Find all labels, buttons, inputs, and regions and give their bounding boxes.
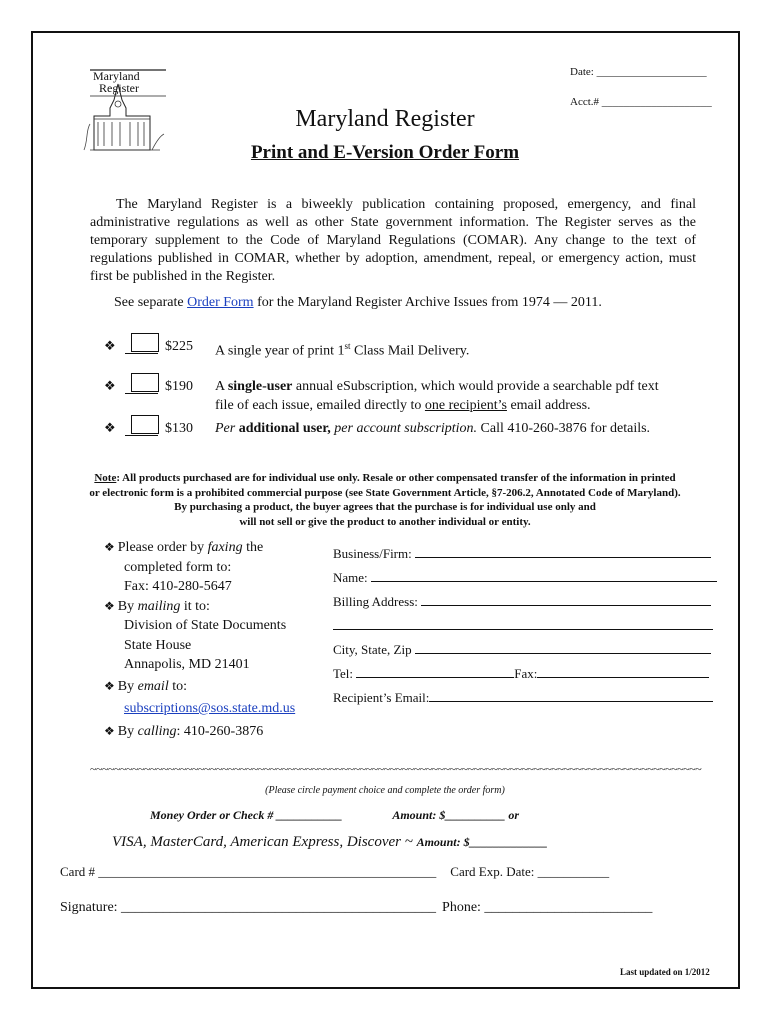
option-additional-user-price: $130 bbox=[165, 421, 193, 436]
ordering-methods bbox=[104, 538, 295, 741]
money-order-field[interactable]: Money Order or Check # ___________ bbox=[150, 808, 343, 822]
call-post: : 410-260-3876 bbox=[176, 723, 264, 739]
email-italic: email bbox=[137, 678, 169, 694]
option-print-desc-a: A single year of print 1 bbox=[215, 343, 345, 359]
billing-address-field[interactable] bbox=[421, 593, 711, 606]
bullet-diamond-icon: ❖ bbox=[104, 598, 118, 613]
option-additional-user-checkbox[interactable] bbox=[131, 415, 159, 434]
call-pre: By bbox=[117, 723, 138, 739]
amount-check-field[interactable]: Amount: $__________ or bbox=[392, 808, 520, 822]
signature-field[interactable]: Signature: _____________________________________________ bbox=[60, 900, 437, 915]
business-label: Business/Firm: bbox=[333, 546, 415, 561]
signature-line bbox=[60, 900, 652, 916]
bullet-diamond-icon: ❖ bbox=[104, 540, 118, 554]
intro-paragraph: The Maryland Register is a biweekly publication containing proposed, emergency, and final administrative regulations as well as other State government information. The Register serves as the temporary supplement to the Code of Maryland Regulations (COMAR). Any change to the text of regulations published in COMAR, whether by adoption, amendment, repeal, or emergency action, must first be published in the Register. bbox=[90, 197, 696, 284]
option-additional-user-desc-b: per account subscription. bbox=[330, 421, 478, 436]
fax-field[interactable] bbox=[537, 665, 709, 678]
option-print-desc-sup: st bbox=[344, 341, 351, 351]
recipient-email-field[interactable] bbox=[429, 689, 713, 702]
note-label: Note bbox=[94, 472, 117, 484]
billing-label: Billing Address: bbox=[333, 594, 422, 609]
option-single-user-checkbox[interactable] bbox=[131, 373, 159, 392]
tel-field[interactable] bbox=[356, 665, 514, 678]
logo-line-2: Register bbox=[99, 81, 139, 95]
card-exp-field[interactable]: Card Exp. Date: ___________ bbox=[450, 864, 610, 879]
name-label: Name: bbox=[333, 570, 371, 585]
billing-address-field-2[interactable] bbox=[333, 617, 713, 630]
mail-line-2: Division of State Documents bbox=[124, 618, 287, 633]
option-additional-user-desc-c: Call 410-260-3876 for details. bbox=[477, 421, 651, 436]
fax-pre: Please order by bbox=[117, 540, 208, 555]
phone-field[interactable]: Phone: ________________________ bbox=[442, 900, 653, 915]
option-print-checkbox[interactable] bbox=[131, 333, 159, 352]
card-types[interactable]: VISA, MasterCard, American Express, Discover ~ bbox=[112, 834, 413, 850]
business-field[interactable] bbox=[415, 545, 711, 558]
email-pre: By bbox=[117, 678, 138, 694]
option-print-price: $225 bbox=[165, 339, 193, 354]
logo-wordmark bbox=[93, 70, 140, 94]
option-print-desc bbox=[215, 337, 469, 361]
email-post: to: bbox=[168, 678, 187, 694]
money-order-line bbox=[150, 808, 519, 823]
date-field[interactable]: Date: ____________________ bbox=[570, 66, 707, 78]
fax-line-2: completed form to: bbox=[124, 559, 232, 575]
archive-post: for the Maryland Register Archive Issues from 1974 — 2011. bbox=[253, 295, 602, 310]
checkbox-underline bbox=[125, 435, 158, 436]
fax-number: Fax: 410-280-5647 bbox=[124, 579, 232, 594]
card-number-field[interactable]: Card # ____________________________________________________ bbox=[60, 864, 437, 879]
usage-note bbox=[40, 471, 730, 529]
divider: ~~~~~~~~~~~~~~~~~~~~~~~~~~~~~~~~~~~~~~~~~~~~~~~~~~~~~~~~~~~~~~~~~~~~~~~~~~~~~~~~~~~~~~~~~~~~~~~~~~~~~~ bbox=[90, 762, 702, 776]
mail-line-3: State House bbox=[124, 637, 192, 653]
account-number-field[interactable]: Acct.# ____________________ bbox=[570, 96, 712, 108]
email-link[interactable]: subscriptions@sos.state.md.us bbox=[124, 701, 296, 716]
mail-line-4: Annapolis, MD 21401 bbox=[124, 657, 250, 672]
card-line bbox=[60, 864, 609, 880]
option-single-user-desc-b: annual eSubscription, which would provide a searchable pdf text bbox=[292, 379, 659, 394]
note-line-4: will not sell or give the product to another individual or entity. bbox=[239, 515, 531, 528]
tel-label: Tel: bbox=[333, 666, 357, 681]
recipient-email-label: Recipient’s Email: bbox=[333, 690, 430, 705]
customer-fields bbox=[333, 542, 717, 710]
last-updated: Last updated on 1/2012 bbox=[620, 967, 710, 977]
archive-order-form-link[interactable]: Order Form bbox=[187, 295, 254, 310]
bullet-diamond-icon: ❖ bbox=[104, 378, 116, 393]
mail-italic: mailing bbox=[137, 598, 181, 614]
card-payment-line bbox=[112, 834, 548, 851]
option-single-user-desc-c: file of each issue, emailed directly to bbox=[215, 398, 425, 413]
bullet-diamond-icon: ❖ bbox=[104, 678, 118, 693]
option-additional-user-desc-bold: additional user, bbox=[238, 421, 331, 436]
amount-card-field[interactable]: Amount: $_____________ bbox=[416, 835, 548, 849]
note-line-3: By purchasing a product, the buyer agrees that the purchase is for individual use only and bbox=[174, 501, 596, 513]
option-single-user-price: $190 bbox=[165, 379, 193, 394]
city-label: City, State, Zip bbox=[333, 642, 415, 657]
note-line-1: : All products purchased are for individual use only. Resale or other compensated transfer of the information in printed bbox=[116, 472, 676, 484]
name-field[interactable] bbox=[371, 569, 717, 582]
fax-italic: faxing bbox=[207, 540, 243, 555]
call-italic: calling bbox=[137, 723, 177, 739]
option-additional-user-desc bbox=[215, 419, 650, 438]
bullet-diamond-icon: ❖ bbox=[104, 420, 116, 435]
option-single-user-desc-bold: single-user bbox=[227, 379, 293, 394]
fax-post: the bbox=[242, 540, 264, 555]
option-single-user-desc-d: email address. bbox=[506, 398, 591, 413]
option-single-user-desc-underline: one recipient’s bbox=[424, 398, 507, 413]
mail-post: it to: bbox=[180, 598, 210, 614]
form-subtitle: Print and E-Version Order Form bbox=[250, 142, 520, 163]
city-state-zip-field[interactable] bbox=[415, 641, 711, 654]
page-title: Maryland Register bbox=[295, 106, 475, 132]
archive-note bbox=[114, 295, 602, 311]
option-print-desc-b: Class Mail Delivery. bbox=[350, 343, 470, 359]
fax-label: Fax: bbox=[514, 666, 538, 681]
checkbox-underline bbox=[125, 353, 158, 354]
option-single-user-desc-a: A bbox=[215, 379, 228, 394]
archive-pre: See separate bbox=[114, 295, 188, 310]
payment-instructions: (Please circle payment choice and complete the order form) bbox=[265, 785, 505, 796]
option-single-user-desc bbox=[215, 377, 659, 415]
bullet-diamond-icon: ❖ bbox=[104, 338, 116, 353]
bullet-diamond-icon: ❖ bbox=[104, 723, 118, 738]
logo-line-1: Maryland bbox=[93, 69, 140, 83]
note-line-2: or electronic form is a prohibited commercial purpose (see State Government Article, §7-206.2, Annotated Code of Maryland). bbox=[89, 486, 681, 499]
checkbox-underline bbox=[125, 393, 158, 394]
mail-pre: By bbox=[117, 598, 138, 614]
option-additional-user-desc-a: Per bbox=[215, 421, 239, 436]
